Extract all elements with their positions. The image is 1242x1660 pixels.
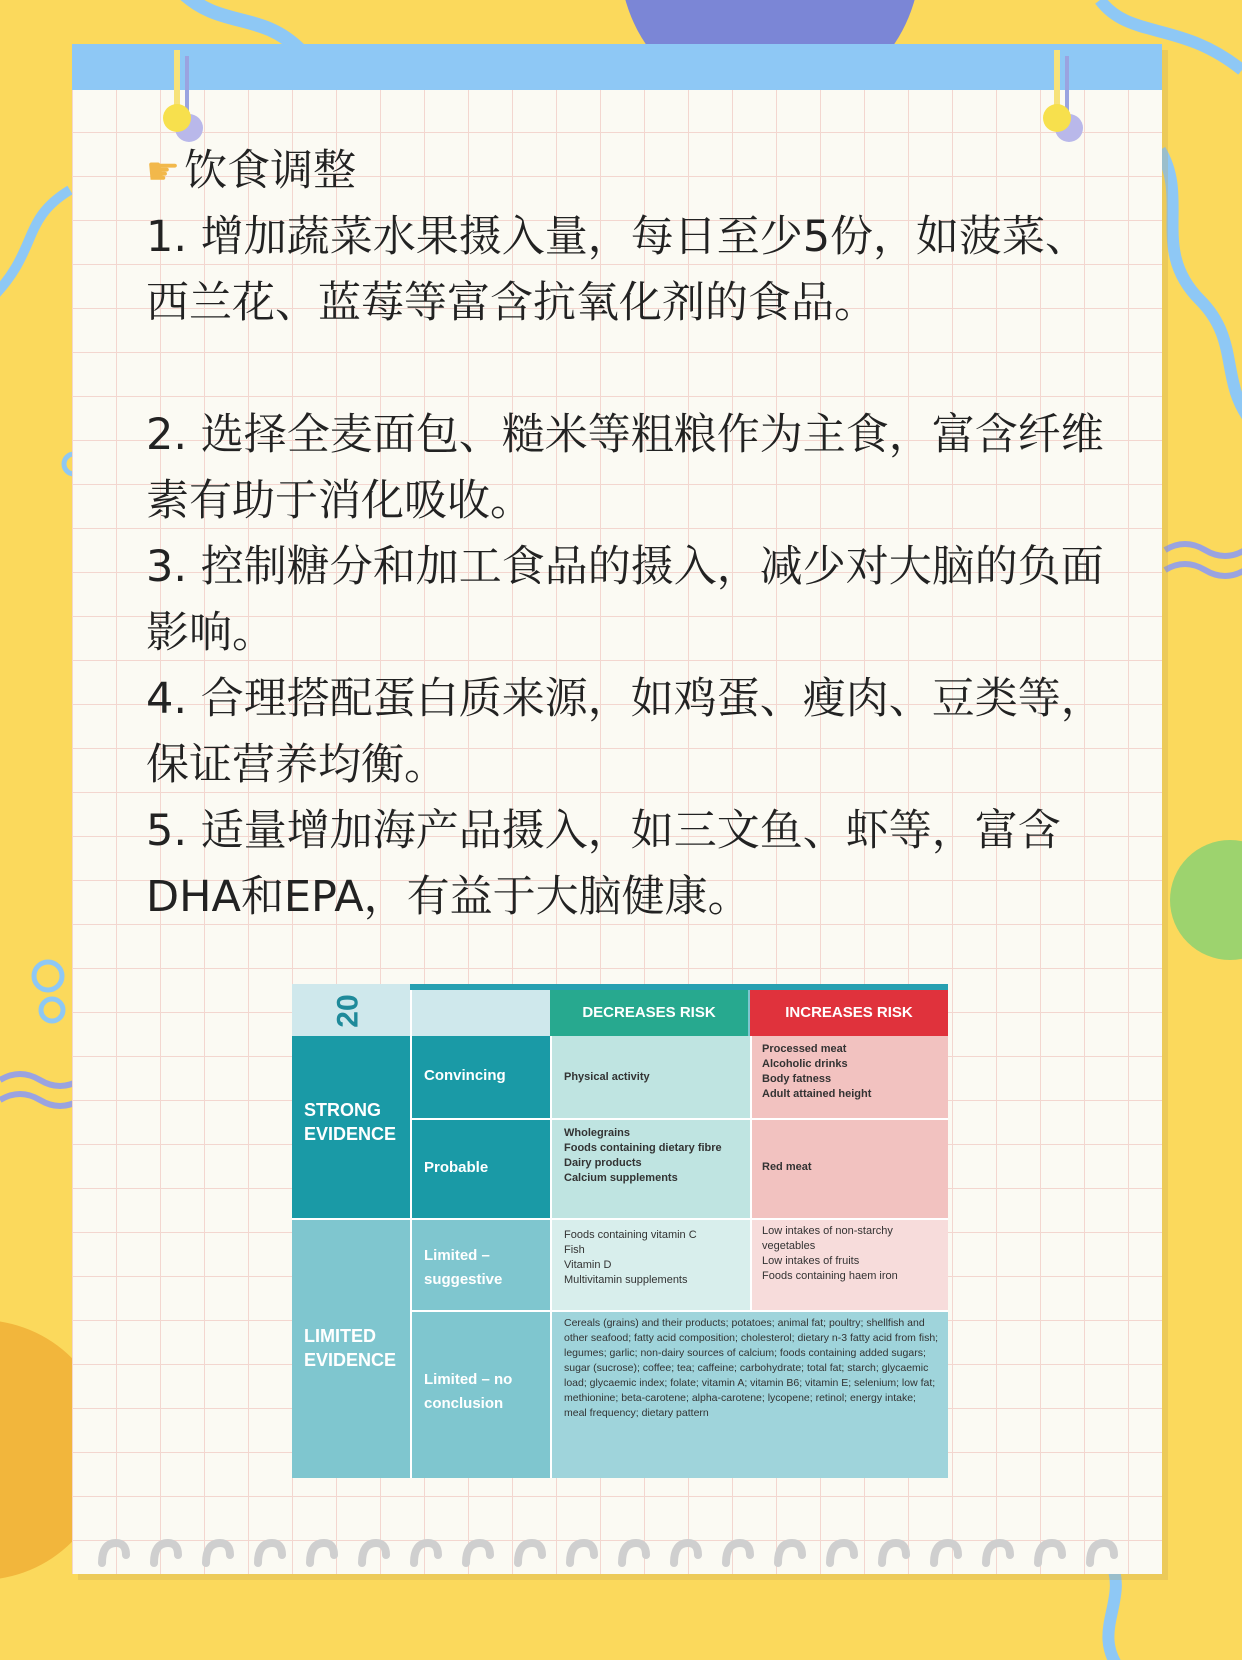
suggestive-decreases: Foods containing vitamin C Fish Vitamin D Multivitamin supplements (550, 1218, 750, 1312)
heading: 饮食调整 (184, 146, 357, 196)
diet-text (146, 138, 1126, 930)
row-limited-no-conclusion: Limited – no conclusion (410, 1312, 550, 1478)
probable-increases: Red meat (750, 1120, 948, 1218)
evidence-table (292, 984, 948, 1478)
increases-risk-header: INCREASES RISK (750, 990, 948, 1036)
row-convincing: Convincing (410, 1036, 550, 1120)
row-limited-suggestive: Limited – suggestive (410, 1218, 550, 1312)
strong-evidence-label: STRONG EVIDENCE (292, 1036, 410, 1218)
tip-1: 1. 增加蔬菜水果摄入量，每日至少5份，如菠菜、西兰花、蓝莓等富含抗氧化剂的食品。 (146, 212, 1089, 328)
convincing-increases: Processed meat Alcoholic drinks Body fatness Adult attained height (750, 1036, 948, 1120)
tip-4: 4. 合理搭配蛋白质来源，如鸡蛋、瘦肉、豆类等，保证营养均衡。 (146, 674, 1104, 790)
no-conclusion-text: Cereals (grains) and their products; potatoes; animal fat; poultry; shellfish and other seafood; fatty acid composition; cholesterol; dietary n-3 fatty acid from fish; legumes; garlic; non-dairy sources of calcium; foods containing added sugars; sugar (sucrose); coffee; tea; caffeine; carbohydrate; total fat; starch; glycaemic load; glycaemic index; folate; vitamin A; vitamin B6; vitamin E; selenium; low fat; methionine; beta-carotene; alpha-carotene; lycopene; retinol; energy intake; meal frequency; dietary pattern (550, 1312, 948, 1478)
table-corner: 20 (292, 984, 410, 1036)
row-probable: Probable (410, 1120, 550, 1218)
tip-2: 2. 选择全麦面包、糙米等粗粮作为主食，富含纤维素有助于消化吸收。 (146, 410, 1104, 526)
tip-3: 3. 控制糖分和加工食品的摄入，减少对大脑的负面影响。 (146, 542, 1104, 658)
suggestive-increases: Low intakes of non-starchy vegetables Low intakes of fruits Foods containing haem iron (750, 1218, 948, 1312)
heading-row (146, 138, 1126, 204)
pin-icon (155, 50, 215, 150)
probable-decreases: Wholegrains Foods containing dietary fibre Dairy products Calcium supplements (550, 1120, 750, 1218)
pin-icon (1035, 50, 1095, 150)
decreases-risk-header: DECREASES RISK (550, 990, 748, 1036)
pointing-hand-icon: ☛ (146, 149, 181, 193)
limited-evidence-label: LIMITED EVIDENCE (292, 1218, 410, 1478)
convincing-decreases: Physical activity (550, 1036, 750, 1120)
tip-5: 5. 适量增加海产品摄入，如三文鱼、虾等，富含DHA和EPA，有益于大脑健康。 (146, 806, 1061, 922)
note-top-bar (72, 44, 1162, 90)
spiral-binding-decoration (92, 1537, 1152, 1567)
